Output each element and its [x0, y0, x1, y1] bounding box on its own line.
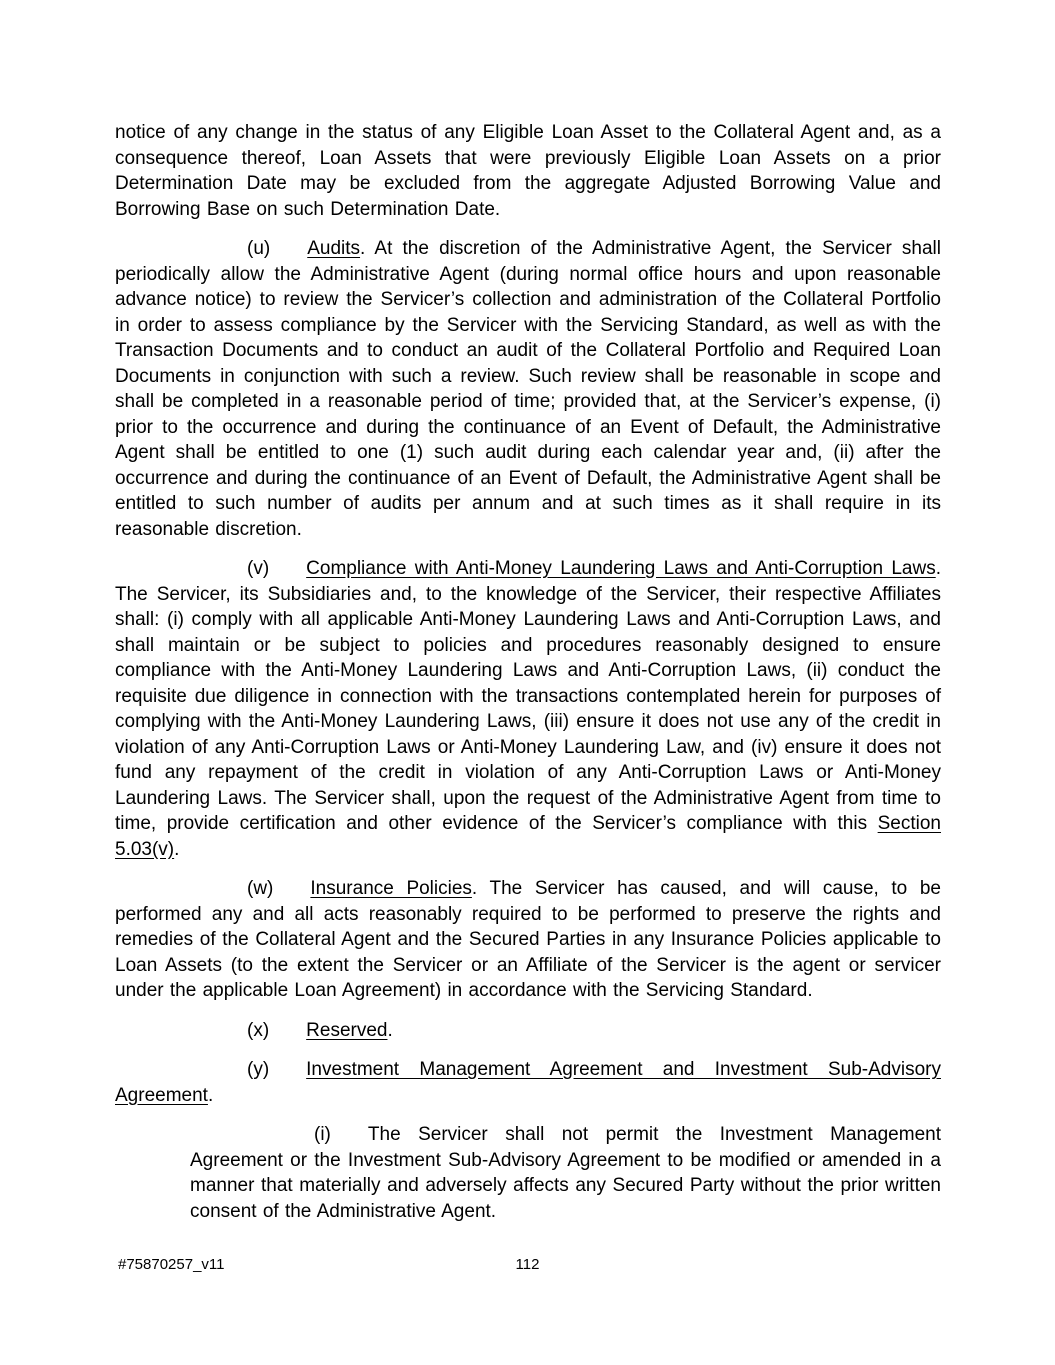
clause-label: (i)	[314, 1124, 331, 1145]
paragraph-u-audits	[115, 236, 941, 542]
clause-label: (w)	[247, 878, 274, 899]
clause-label: (u)	[247, 238, 271, 259]
clause-body: .	[387, 1019, 393, 1041]
paragraph-text: notice of any change in the status of any Eligible Loan Asset to the Collateral Agent and, as a consequence thereof, Loan Assets that were previously Eligible Loan Assets on a prior Determination Date may be excluded from the aggregate Adjusted Borrowing Value and Borrowing Base on such Determination Date.	[115, 122, 941, 220]
clause-label: (y)	[247, 1059, 270, 1080]
clause-body-end: .	[174, 838, 180, 860]
paragraph-w-insurance-policies	[115, 876, 941, 1004]
clause-body: . The Servicer has caused, and will cause, to be performed any and all acts reasonably required to be performed to preserve the rights and remedies of the Collateral Agent and the Secured Parties in any Insurance Policies applicable to Loan Assets (to the extent the Servicer or an Affiliate of the Servicer is the agent or servicer under the applicable Loan Agreement) in accordance with the Servicing Standard.	[115, 878, 941, 1001]
paragraph-v-aml-compliance	[115, 556, 941, 862]
paragraph-x-reserved	[115, 1018, 941, 1044]
clause-heading: Compliance with Anti-Money Laundering Laws and Anti-Corruption Laws	[306, 558, 936, 579]
footer-page-number: 112	[515, 1256, 540, 1273]
clause-heading: Audits	[307, 238, 361, 259]
footer-document-id: #75870257_v11	[118, 1256, 225, 1273]
section-reference: Section 5.03(v)	[115, 813, 941, 860]
clause-heading: Insurance Policies	[310, 878, 472, 899]
clause-body: .	[207, 1084, 214, 1106]
clause-body: . The Servicer, its Subsidiaries and, to the knowledge of the Servicer, their respective Affiliates shall: (i) comply with all applicable Anti-Money Laundering Laws and Anti-Corruption Laws, and shall maintain or be subject to policies and procedures reasonably designed to ensure compliance with the Anti-Money Laundering Laws and Anti-Corruption Laws, (ii) conduct the requisite due diligence in connection with the transactions contemplated herein for purposes of complying with the Anti-Money Laundering Laws, (iii) ensure it does not use any of the credit in violation of any Anti-Corruption Laws or Anti-Money Laundering Law, and (iv) ensure it does not fund any repayment of the credit in violation of any Anti-Corruption Laws or Anti-Money Laundering Laws. The Servicer shall, upon the request of the Administrative Agent from time to time, provide certification and other evidence of the Servicer’s compliance with this	[115, 558, 941, 834]
clause-body: . At the discretion of the Administrative Agent, the Servicer shall periodically allow the Administrative Agent (during normal office hours and upon reasonable advance notice) to review the Servicer’s collection and administration of the Collateral Portfolio in order to assess compliance by the Servicer with the Servicing Standard, as well as with the Transaction Documents and to conduct an audit of the Collateral Portfolio and Required Loan Documents in conjunction with such a review. Such review shall be reasonable in scope and shall be completed in a reasonable period of time; provided that, at the Servicer’s expense, (i) prior to the occurrence and during the continuance of an Event of Default, the Administrative Agent shall be entitled to one (1) such audit during each calendar year and, (ii) after the occurrence and during the continuance of an Event of Default, the Administrative Agent shall be entitled to such number of audits per annum and at such times as it shall require in its reasonable discretion.	[115, 238, 941, 540]
clause-label: (v)	[247, 558, 270, 579]
clause-heading: Reserved	[306, 1019, 388, 1041]
subparagraph-i	[190, 1122, 941, 1224]
document-body	[115, 120, 941, 1238]
clause-body: The Servicer shall not permit the Investment Management Agreement or the Investment Sub-Advisory Agreement to be modified or amended in a manner that materially and adversely affects any Secured Party without the prior written consent of the Administrative Agent.	[190, 1124, 941, 1222]
clause-heading: Investment Management Agreement and Investment Sub-Advisory Agreement	[115, 1059, 941, 1106]
clause-label: (x)	[247, 1019, 270, 1041]
paragraph-y-investment-management	[115, 1057, 941, 1108]
paragraph-continuation	[115, 120, 941, 222]
